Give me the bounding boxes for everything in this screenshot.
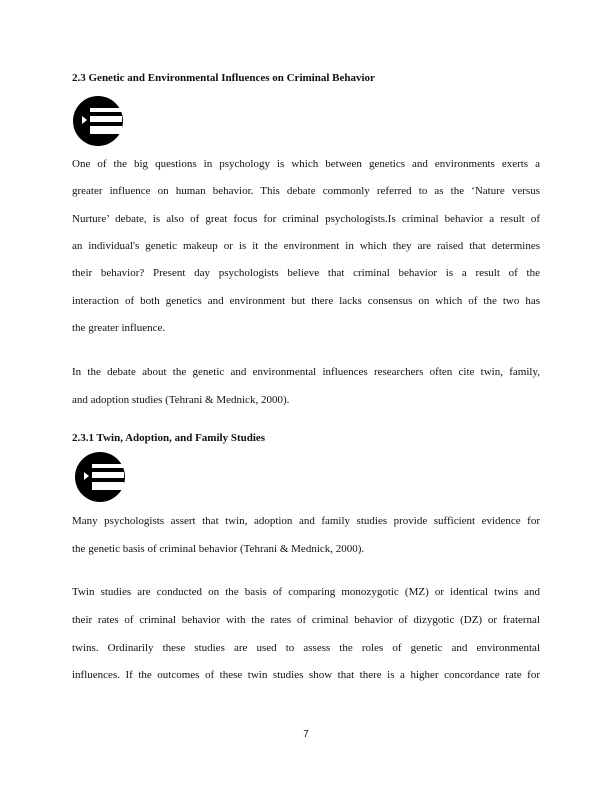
paragraph-line: greater influence on human behavior. This debate commonly referred to as the ‘Nature versus (72, 185, 540, 197)
paragraph-line: their behavior? Present day psychologists believe that criminal behavior is a result of the (72, 267, 540, 279)
paragraph-line: In the debate about the genetic and environmental influences researchers often cite twin, family, (72, 366, 540, 378)
paragraph-line: and adoption studies (Tehrani & Mednick, 2000). (72, 394, 290, 406)
paragraph-line: twins. Ordinarily these studies are used to assess the roles of genetic and environmental (72, 642, 540, 654)
paragraph-line: interaction of both genetics and environment but there lacks consensus on which of the two has (72, 295, 540, 307)
subsection-heading: 2.3.1 Twin, Adoption, and Family Studies (72, 432, 266, 444)
table-of-contents-icon[interactable] (73, 96, 123, 146)
paragraph-line: influences. If the outcomes of these twin studies show that there is a higher concordance rate for (72, 669, 540, 681)
paragraph-line: an individual's genetic makeup or is it the environment in which they are raised that determines (72, 240, 540, 252)
paragraph-line: Twin studies are conducted on the basis of comparing monozygotic (MZ) or identical twins and (72, 586, 540, 598)
paragraph-line: their rates of criminal behavior with the rates of criminal behavior of dizygotic (DZ) or fraternal (72, 614, 540, 626)
paragraph-line: the genetic basis of criminal behavior (Tehrani & Mednick, 2000). (72, 543, 365, 555)
paragraph-line: One of the big questions in psychology is which between genetics and environments exerts a (72, 158, 540, 170)
table-of-contents-icon[interactable] (75, 452, 125, 502)
paragraph-line: Many psychologists assert that twin, adoption and family studies provide sufficient evidence for (72, 515, 540, 527)
paragraph-line: Nurture’ debate, is also of great focus for criminal psychologists.Is criminal behavior a result of (72, 213, 540, 225)
section-heading: 2.3 Genetic and Environmental Influences on Criminal Behavior (72, 72, 375, 84)
page-number: 7 (303, 729, 309, 740)
paragraph-line: the greater influence. (72, 322, 166, 334)
